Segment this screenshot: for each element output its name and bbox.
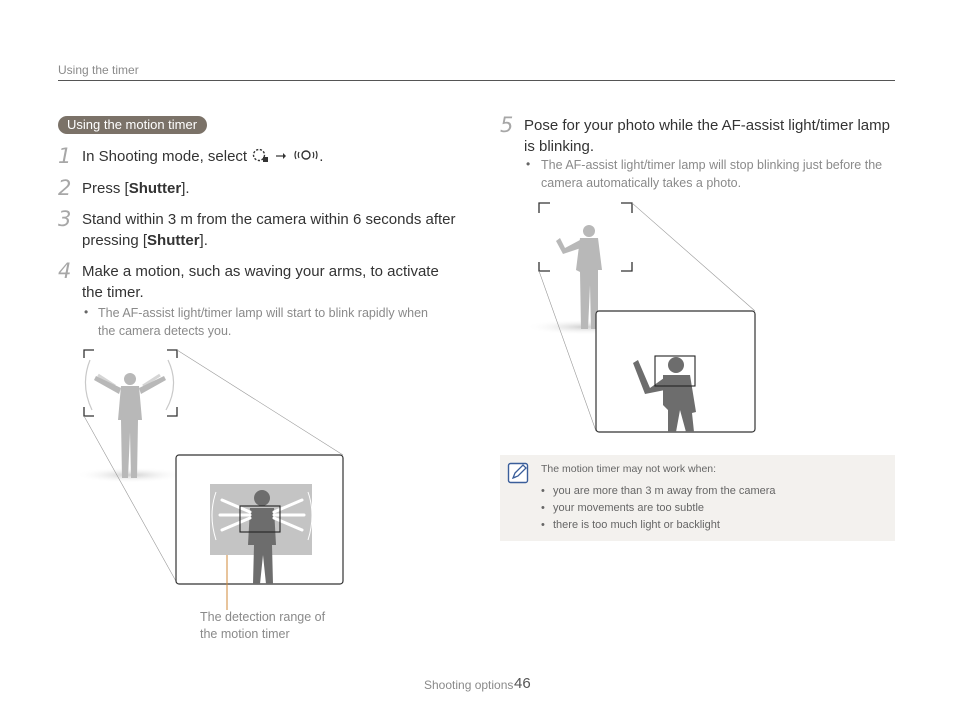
- note-item: you are more than 3 m away from the camera: [553, 485, 776, 497]
- step-3-line-2-after: ].: [199, 232, 208, 249]
- caption-line-1: The detection range of: [200, 610, 326, 624]
- bullet-dot: •: [526, 157, 531, 171]
- right-illustration: [525, 203, 755, 432]
- step-3-line-2-before: pressing [: [82, 232, 148, 249]
- step-1-text-before: In Shooting mode, select: [82, 148, 252, 165]
- step-number-5: 5: [500, 113, 514, 137]
- person-silhouette: [556, 225, 602, 329]
- step-number-4: 4: [58, 259, 72, 283]
- note-item: there is too much light or backlight: [553, 519, 720, 531]
- step-5-line-1: Pose for your photo while the AF-assist light/timer lamp: [524, 117, 890, 134]
- motion-arc: [85, 360, 92, 410]
- step-4-bullet-line-2: the camera detects you.: [98, 324, 232, 338]
- running-header: Using the timer: [58, 63, 139, 77]
- note-bullet-dot: •: [541, 519, 545, 531]
- projection-line: [177, 350, 343, 455]
- shutter-key-label: Shutter: [128, 180, 182, 197]
- step-1-text-after: .: [319, 148, 324, 165]
- footer-section-label: Shooting options: [424, 678, 514, 692]
- note-title: The motion timer may not work when:: [541, 463, 717, 475]
- step-3-line-1: Stand within 3 m from the camera within 6 seconds after: [82, 211, 456, 228]
- section-pill: Using the motion timer: [58, 116, 207, 134]
- person-silhouette: [94, 373, 166, 478]
- bullet-dot: •: [84, 305, 89, 319]
- note-bullet-dot: •: [541, 485, 545, 497]
- step-number-2: 2: [58, 176, 72, 200]
- note-bullet-dot: •: [541, 502, 545, 514]
- note-item: your movements are too subtle: [553, 502, 705, 514]
- shutter-key-label: Shutter: [147, 232, 200, 249]
- step-5-bullet-line-1: The AF-assist light/timer lamp will stop blinking just before the: [541, 158, 883, 172]
- step-4-line-1: Make a motion, such as waving your arms, to activate: [82, 263, 439, 280]
- page-number: 46: [514, 675, 531, 692]
- step-number-3: 3: [58, 207, 72, 231]
- projection-line: [632, 203, 755, 311]
- floor-shadow: [75, 467, 185, 483]
- step-5-line-2: is blinking.: [524, 138, 595, 155]
- caption-line-2: the motion timer: [200, 627, 290, 641]
- left-illustration: [75, 350, 343, 610]
- step-5-bullet-line-2: camera automatically takes a photo.: [541, 176, 742, 190]
- note-pencil-icon: [507, 462, 531, 484]
- step-number-1: 1: [58, 144, 72, 168]
- step-2-text-after: ].: [181, 180, 190, 197]
- motion-arc: [166, 360, 174, 410]
- detection-range-caption: [200, 609, 325, 643]
- step-2-text-before: Press [: [82, 180, 129, 197]
- step-4-bullet-line-1: The AF-assist light/timer lamp will start to blink rapidly when: [98, 306, 428, 320]
- step-4-line-2: the timer.: [82, 284, 144, 301]
